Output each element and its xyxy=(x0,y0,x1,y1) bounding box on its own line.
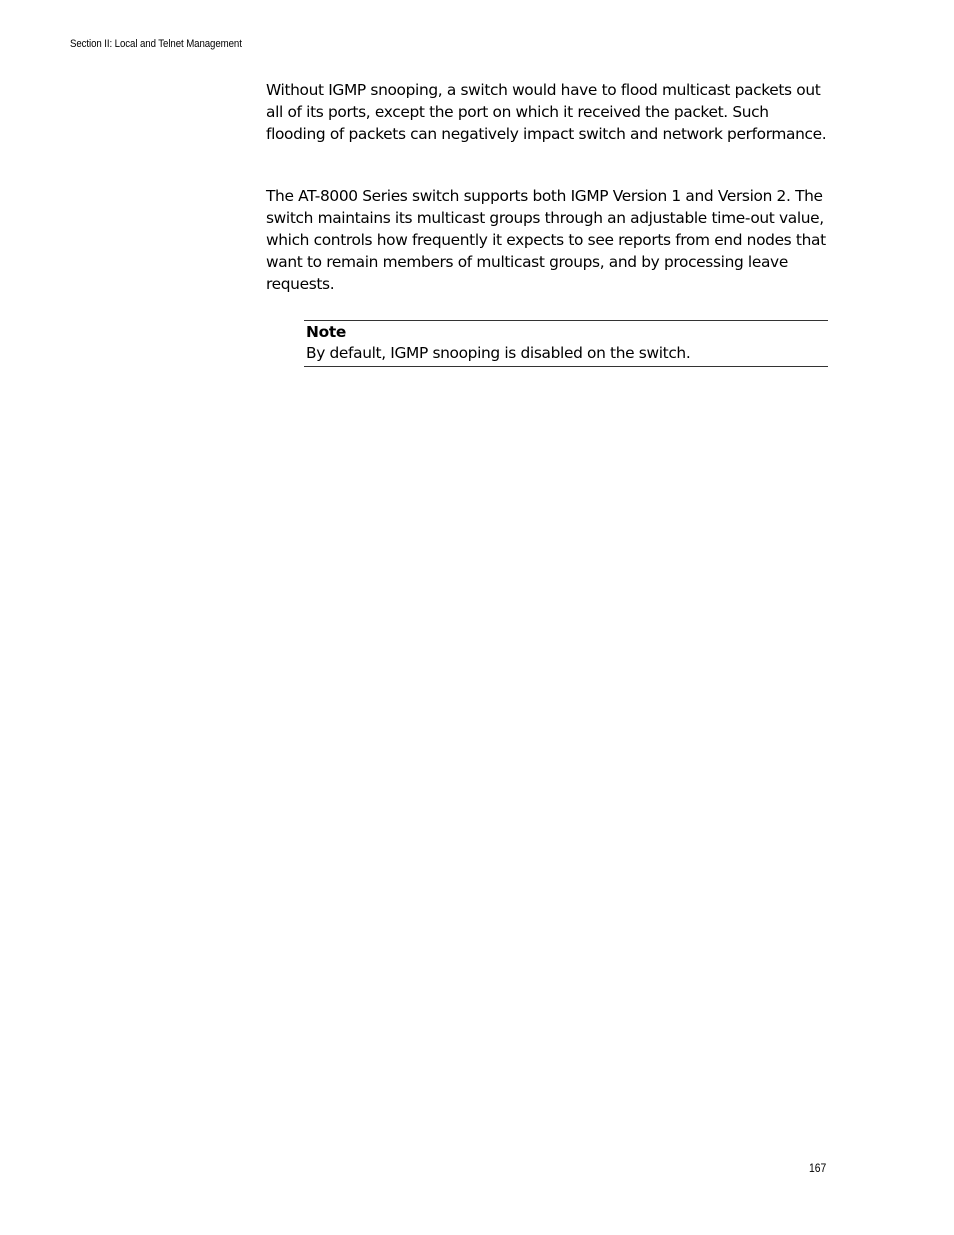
note-title: Note xyxy=(306,323,347,341)
running-header: Section II: Local and Telnet Management xyxy=(70,38,242,50)
note-box xyxy=(304,320,828,367)
page-number: 167 xyxy=(809,1163,827,1175)
note-text: By default, IGMP snooping is disabled on the switch. xyxy=(306,344,691,362)
body-paragraph: Without IGMP snooping, a switch would have to flood multicast packets out all of its ports, except the port on which it received the packet. Such flooding of packets can negatively impact switch and network performance. xyxy=(266,81,827,143)
body-paragraph: The AT-8000 Series switch supports both IGMP Version 1 and Version 2. The switch maintains its multicast groups through an adjustable time-out value, which controls how frequently it expects to see reports from end nodes that want to remain members of multicast groups, and by processing leave requests. xyxy=(266,187,826,293)
